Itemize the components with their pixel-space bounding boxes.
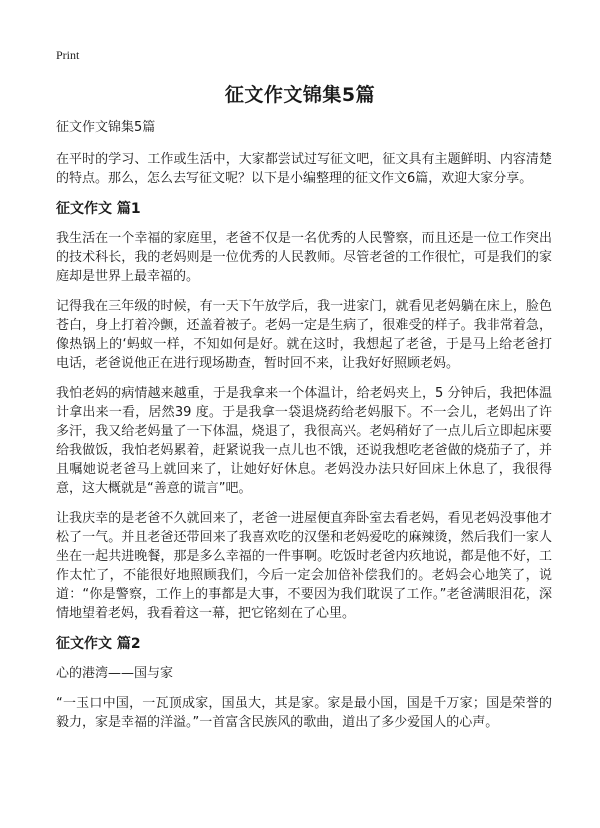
section-paragraph: 记得我在三年级的时候，有一天下午放学后，我一进家门，就看见老妈躺在床上，脸色苍白，身上打着冷颤，还盖着被子。老妈一定是生病了，很难受的样子。我非常着急，像热锅上的‘蚂蚁一样，不知如何是好。就在这时，我想起了老爸，于是马上给老爸打电话，老爸说他正在进行现场勘查，暂时回不来，让我好好照顾老妈。 (56, 299, 552, 371)
section-heading: 征文作文 篇1 (56, 201, 141, 217)
document-title: 征文作文锦集5篇 (224, 84, 376, 106)
print-link[interactable]: Print (56, 48, 80, 62)
section-heading: 征文作文 篇2 (56, 636, 141, 652)
section-paragraph: “一玉口中国，一瓦顶成家，国虽大，其是家。家是最小国，国是千万家；国是荣誉的毅力，家是幸福的洋溢。”一首富含民族风的歌曲，道出了多少爱国人的心声。 (56, 696, 552, 730)
document-body (56, 118, 552, 743)
section-subtitle: 心的港湾——国与家 (56, 666, 174, 681)
section-paragraph: 我怕老妈的病情越来越重，于是我拿来一个体温计，给老妈夹上，5 分钟后，我把体温计拿出来一看，居然39 度。于是我拿一袋退烧药给老妈服下。不一会儿，老妈出了许多汗，我又给老妈量了一下体温，烧退了，我很高兴。老妈稍好了一点儿后立即起床要给我做饭，我怕老妈累着，赶紧说我一点儿也不饿，还说我想吃老爸做的烧茄子了，并且嘱她说老爸马上就回来了，让她好好休息。老妈没办法只好回床上休息了，我很得意，这大概就是“善意的谎言”吧。 (56, 386, 552, 496)
document-subtitle: 征文作文锦集5篇 (56, 120, 156, 135)
section-paragraph: 我生活在一个幸福的家庭里，老爸不仅是一名优秀的人民警察，而且还是一位工作突出的技术科长，我的老妈则是一位优秀的人民教师。尽管老爸的工作很忙，可是我们的家庭却是世界上最幸福的。 (56, 231, 552, 284)
section-1 (56, 199, 552, 623)
intro-paragraph: 在平时的学习、工作或生活中，大家都尝试过写征文吧，征文具有主题鲜明、内容清楚的特点。那么，怎么去写征文呢？以下是小编整理的征文作文6篇，欢迎大家分享。 (56, 152, 552, 186)
section-paragraph: 让我庆幸的是老爸不久就回来了，老爸一进屋便直奔卧室去看老妈，看见老妈没事他才松了一气。并且老爸还带回来了我喜欢吃的汉堡和老妈爱吃的麻辣烫，然后我们一家人坐在一起共进晚餐，那是多么幸福的一件事啊。吃饭时老爸内疚地说，都是他不好，工作太忙了，不能很好地照顾我们，今后一定会加倍补偿我们的。老妈会心地笑了，说道：“你是警察，工作上的事都是大事，不要因为我们耽误了工作。”老爸满眼泪花，深情地望着老妈，我看着这一幕，把它铭刻在了心里。 (56, 511, 552, 621)
section-2 (56, 634, 552, 732)
